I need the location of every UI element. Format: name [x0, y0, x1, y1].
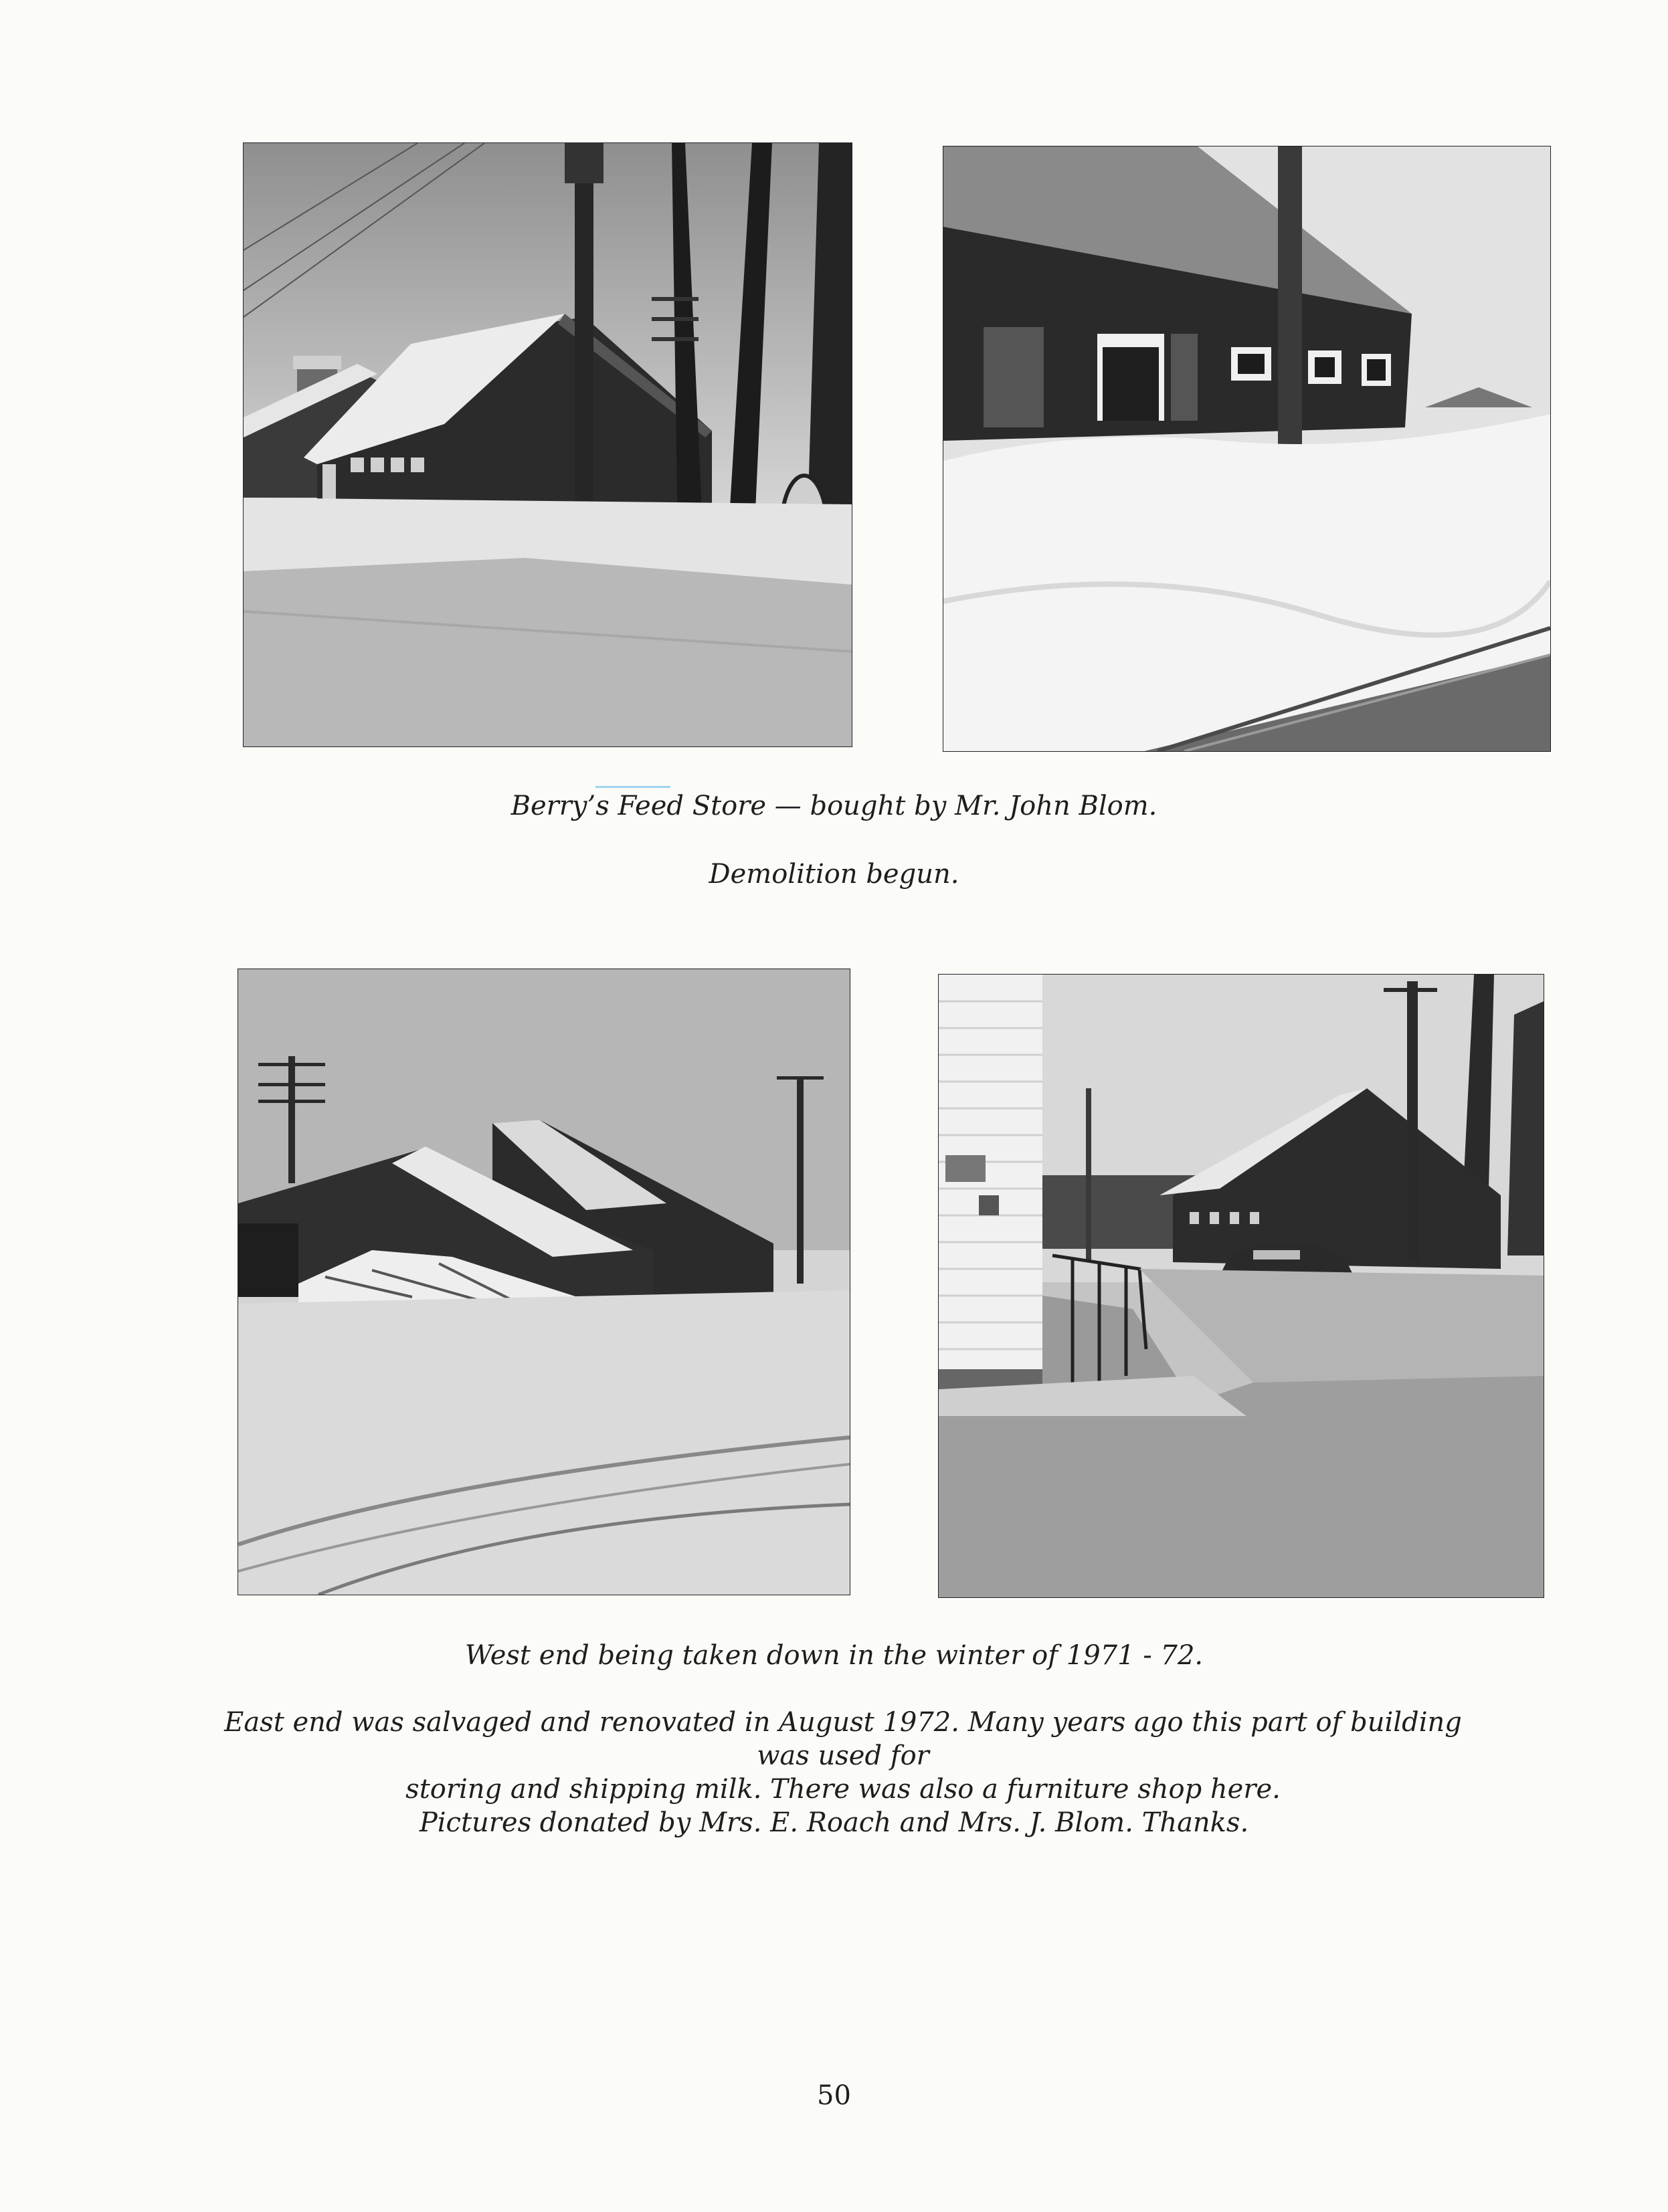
page-number: 50: [817, 2080, 851, 2111]
caption-east-end-line-2: storing and shipping milk. There was also a furniture shop here.: [405, 1774, 1281, 1805]
caption-feed-store: Berry’s Feed Store — bought by Mr. John Blom.: [511, 791, 1157, 821]
caption-east-end: [221, 1706, 1465, 1806]
caption-east-end-line-1: East end was salvaged and renovated in August 1972. Many years ago this part of building was used for: [224, 1707, 1462, 1771]
photo-feed-store-exterior: [243, 142, 852, 747]
highlight-mark: [595, 786, 670, 788]
caption-west-end: West end being taken down in the winter of 1971 - 72.: [464, 1640, 1204, 1671]
photo-west-end-taken-down: [238, 969, 850, 1595]
caption-credits: Pictures donated by Mrs. E. Roach and Mrs. J. Blom. Thanks.: [419, 1807, 1249, 1838]
caption-demolition: Demolition begun.: [709, 859, 959, 890]
photo-barn-demolition-begun: [943, 146, 1551, 752]
photo-east-end-renovated: [938, 974, 1544, 1598]
